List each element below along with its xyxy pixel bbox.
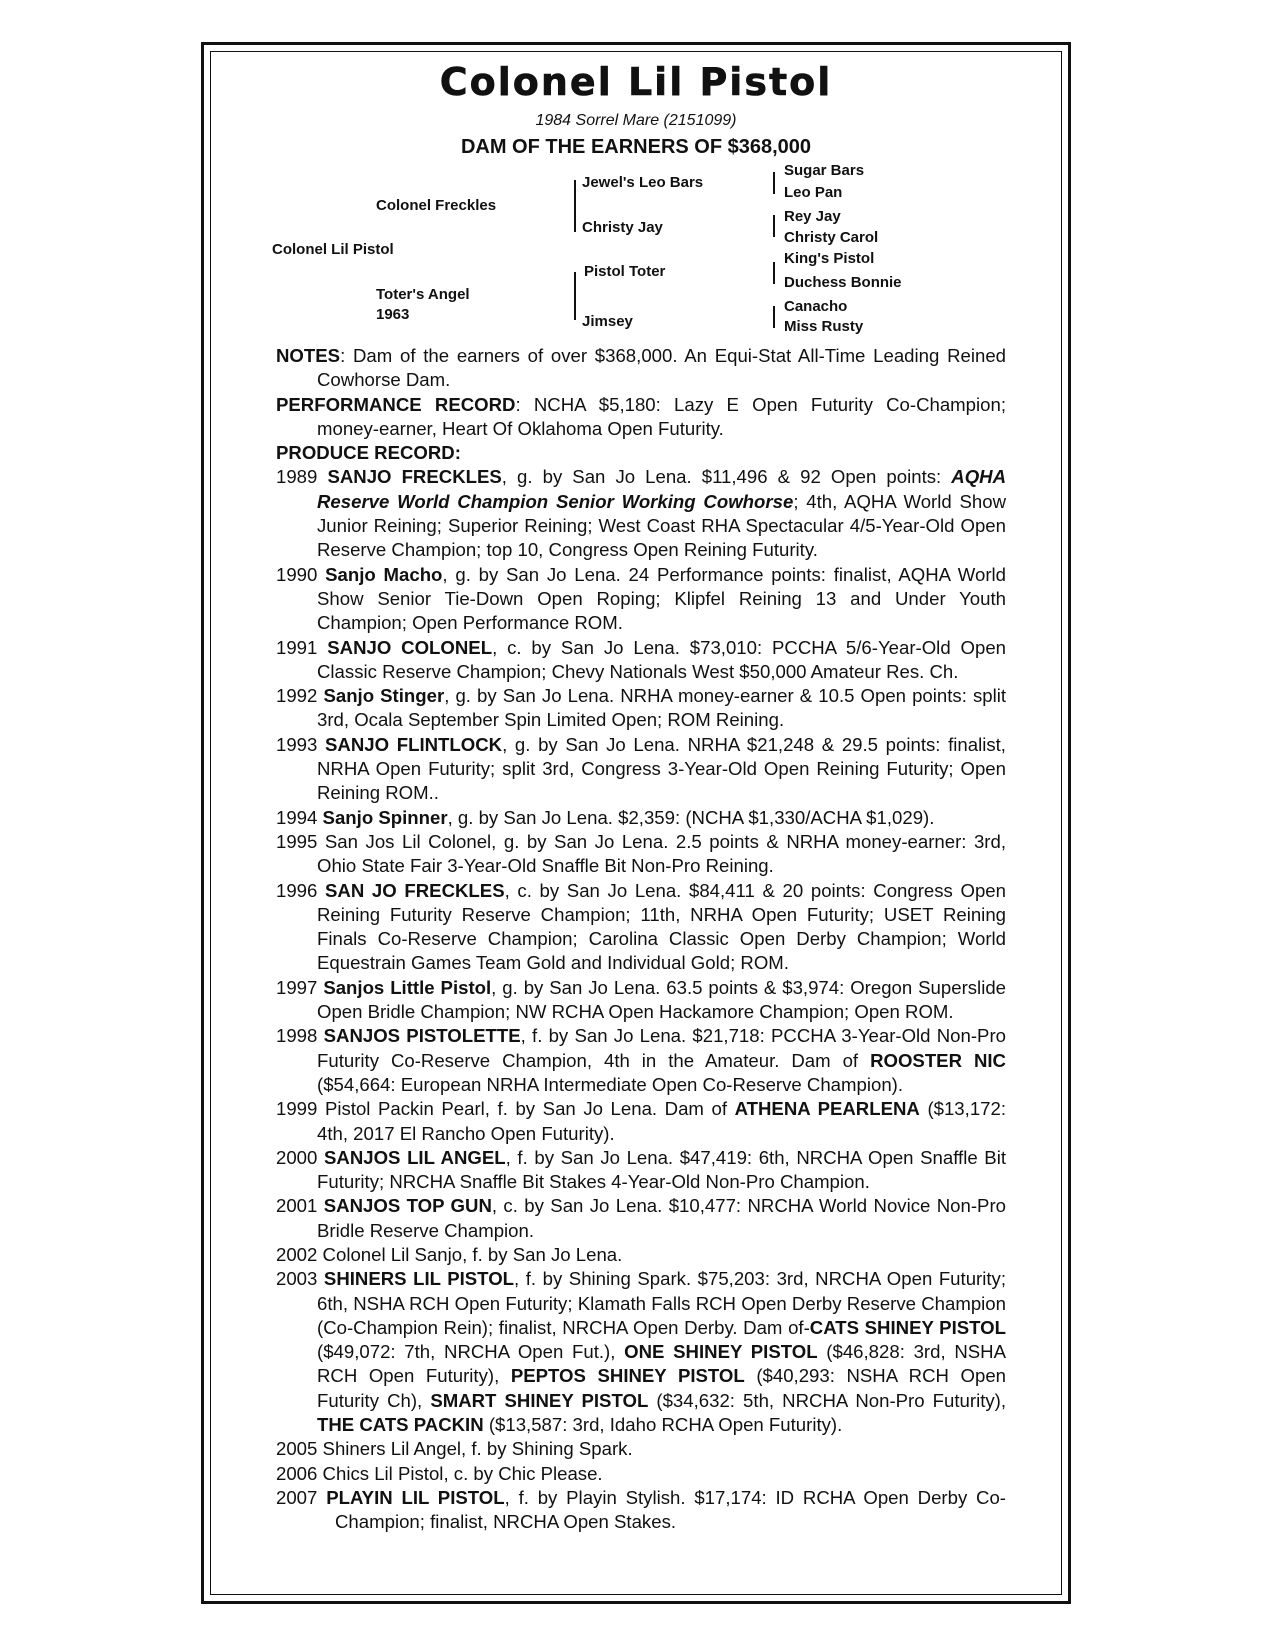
offspring-name: SHINERS LIL PISTOL	[323, 1268, 515, 1290]
pedigree-dam-year: 1963	[376, 306, 410, 323]
produce-entry: 2005 Shiners Lil Angel, f. by Shining Spark.	[276, 1438, 633, 1460]
pedigree-bracket	[773, 262, 775, 284]
produce-entry: 2002 Colonel Lil Sanjo, f. by San Jo Lena.	[276, 1243, 623, 1265]
produce-entry: 2006 Chics Lil Pistol, c. by Chic Please.	[276, 1462, 603, 1484]
grand-offspring-name: SMART SHINEY PISTOL	[430, 1389, 649, 1411]
horse-description: 1984 Sorrel Mare (2151099)	[535, 112, 737, 129]
produce-heading: PRODUCE RECORD:	[276, 442, 461, 464]
produce-entry: 2007 PLAYIN LIL PISTOL, f. by Playin Stylish. $17,174: ID RCHA Open Derby Co-Champion; finalist, NRCHA Open Stakes.	[276, 1486, 1007, 1533]
pedigree-ancestor: King's Pistol	[784, 250, 875, 267]
offspring-name: Sanjos Little Pistol	[323, 976, 492, 998]
pedigree-dam-dam: Jimsey	[582, 313, 633, 330]
offspring-name: SANJOS TOP GUN	[323, 1195, 492, 1217]
record-text	[276, 344, 1006, 1535]
pedigree-bracket	[773, 172, 775, 194]
pedigree-sire-dam: Christy Jay	[582, 219, 663, 236]
grand-offspring-name: ATHENA PEARLENA	[734, 1098, 920, 1120]
grand-offspring-name: ROOSTER NIC	[870, 1049, 1006, 1071]
pedigree-ancestor: Duchess Bonnie	[784, 274, 902, 291]
grand-offspring-name: ONE SHINEY PISTOL	[624, 1341, 818, 1363]
offspring-name: Sanjo Spinner	[322, 806, 448, 828]
pedigree-ancestor: Miss Rusty	[784, 318, 864, 335]
earnings-headline: DAM OF THE EARNERS OF $368,000	[460, 136, 812, 158]
produce-entry: 1990 Sanjo Macho, g. by San Jo Lena. 24 Performance points: finalist, AQHA World Show Senior Tie-Down Open Roping; Klipfel Reining 13 and Under Youth Champion; Open Performance ROM.	[276, 563, 1006, 634]
offspring-name: SANJO COLONEL	[327, 636, 493, 658]
produce-entry: 2000 SANJOS LIL ANGEL, f. by San Jo Lena. $47,419: 6th, NRCHA Open Snaffle Bit Futurity; NRCHA Snaffle Bit Stakes 4-Year-Old Non-Pro Champion.	[276, 1146, 1007, 1193]
offspring-name: SANJO FLINTLOCK	[325, 733, 503, 755]
pedigree-dam: Toter's Angel	[376, 286, 470, 303]
notes-paragraph: NOTES: Dam of the earners of over $368,000. An Equi-Stat All-Time Leading Reined Cowhorse Dam.	[276, 345, 1006, 391]
pedigree-dam-sire: Pistol Toter	[584, 263, 666, 280]
pedigree-ancestor: Canacho	[784, 298, 848, 315]
produce-entry: 1998 SANJOS PISTOLETTE, f. by San Jo Lena. $21,718: PCCHA 3-Year-Old Non-Pro Futurity Co-Reserve Champion, 4th in the Amateur. Dam of ROOSTER NIC ($54,664: European NRHA Intermediate Open Co-Reserve Champion).	[276, 1025, 1006, 1095]
produce-entry: 1993 SANJO FLINTLOCK, g. by San Jo Lena. NRHA $21,248 & 29.5 points: finalist, NRHA Open Futurity; split 3rd, Congress 3-Year-Old Open Reining Futurity; Open Reining ROM..	[276, 733, 1006, 804]
produce-entry: 1996 SAN JO FRECKLES, c. by San Jo Lena. $84,411 & 20 points: Congress Open Reining Futurity Reserve Champion; 11th, NRHA Open Futurity; USET Reining Finals Co-Reserve Champion; Carolina Classic Open Derby Champion; World Equestrain Games Team Gold and Individual Gold; ROM.	[276, 879, 1006, 974]
produce-entry: 1995 San Jos Lil Colonel, g. by San Jo Lena. 2.5 points & NRHA money-earner: 3rd, Ohio State Fair 3-Year-Old Snaffle Bit Non-Pro Reining.	[276, 830, 1006, 877]
pedigree-subject: Colonel Lil Pistol	[272, 241, 394, 258]
pedigree-sire-sire: Jewel's Leo Bars	[582, 174, 704, 191]
pedigree-bracket	[773, 306, 775, 328]
produce-entry: 1991 SANJO COLONEL, c. by San Jo Lena. $73,010: PCCHA 5/6-Year-Old Open Classic Reserve Champion; Chevy Nationals West $50,000 Amateur Res. Ch.	[276, 636, 1006, 682]
pedigree-ancestor: Sugar Bars	[784, 162, 865, 179]
performance-paragraph: PERFORMANCE RECORD: NCHA $5,180: Lazy E Open Futurity Co-Champion; money-earner, Heart Of Oklahoma Open Futurity.	[276, 393, 1006, 439]
offspring-name: SANJOS LIL ANGEL	[324, 1146, 506, 1168]
performance-label: PERFORMANCE RECORD	[276, 393, 516, 415]
offspring-name: PLAYIN LIL PISTOL	[326, 1486, 505, 1508]
pedigree-bracket	[574, 272, 576, 320]
offspring-name: Sanjo Stinger	[323, 685, 445, 707]
offspring-name: SAN JO FRECKLES	[325, 879, 505, 901]
pedigree-ancestor: Leo Pan	[784, 184, 843, 201]
pedigree-sire: Colonel Freckles	[376, 197, 497, 214]
produce-entry: 1997 Sanjos Little Pistol, g. by San Jo Lena. 63.5 points & $3,974: Oregon Superslide Open Bridle Champion; NW RCHA Open Hackamore Champion; Open ROM.	[276, 976, 1007, 1023]
produce-entry: 2003 SHINERS LIL PISTOL, f. by Shining Spark. $75,203: 3rd, NRCHA Open Futurity; 6th, NSHA RCH Open Futurity; Klamath Falls RCH Open Derby Reserve Champion (Co-Champion Rein); finalist, NRCHA Open Derby. Dam of-CATS SHINEY PISTOL ($49,072: 7th, NRCHA Open Fut.), ONE SHINEY PISTOL ($46,828: 3rd, NSHA RCH Open Futurity), PEPTOS SHINEY PISTOL ($40,293: NSHA RCH Open Futurity Ch), SMART SHINEY PISTOL ($34,632: 5th, NRCHA Non-Pro Futurity), THE CATS PACKIN ($13,587: 3rd, Idaho RCHA Open Futurity).	[276, 1268, 1007, 1436]
award-highlight: AQHA Reserve World Champion Senior Working Cowhorse	[317, 466, 1007, 512]
produce-entry: 1999 Pistol Packin Pearl, f. by San Jo Lena. Dam of ATHENA PEARLENA ($13,172: 4th, 2017 El Rancho Open Futurity).	[276, 1098, 1007, 1144]
offspring-name: Sanjo Macho	[325, 563, 443, 585]
produce-entry: 1994 Sanjo Spinner, g. by San Jo Lena. $2,359: (NCHA $1,330/ACHA $1,029).	[276, 806, 935, 828]
pedigree-bracket	[574, 180, 576, 232]
grand-offspring-name: THE CATS PACKIN	[317, 1414, 484, 1436]
grand-offspring-name: CATS SHINEY PISTOL	[809, 1316, 1006, 1338]
pedigree-ancestor: Rey Jay	[784, 208, 841, 225]
offspring-name: SANJO FRECKLES	[327, 466, 502, 488]
produce-entry: 1989 SANJO FRECKLES, g. by San Jo Lena. $11,496 & 92 Open points: AQHA Reserve World Champion Senior Working Cowhorse; 4th, AQHA World Show Junior Reining; Superior Reining; West Coast RHA Spectacular 4/5-Year-Old Open Reserve Champion; top 10, Congress Open Reining Futurity.	[276, 466, 1007, 561]
produce-entry: 1992 Sanjo Stinger, g. by San Jo Lena. NRHA money-earner & 10.5 Open points: split 3rd, Ocala September Spin Limited Open; ROM Reining.	[276, 685, 1007, 731]
page-title: Colonel Lil Pistol	[439, 60, 833, 104]
pedigree-ancestor: Christy Carol	[784, 229, 879, 246]
produce-entry: 2001 SANJOS TOP GUN, c. by San Jo Lena. $10,477: NRCHA World Novice Non-Pro Bridle Reserve Champion.	[276, 1195, 1006, 1241]
notes-label: NOTES	[276, 345, 341, 366]
offspring-name: SANJOS PISTOLETTE	[323, 1025, 521, 1047]
pedigree-bracket	[773, 215, 775, 237]
grand-offspring-name: PEPTOS SHINEY PISTOL	[510, 1365, 745, 1387]
